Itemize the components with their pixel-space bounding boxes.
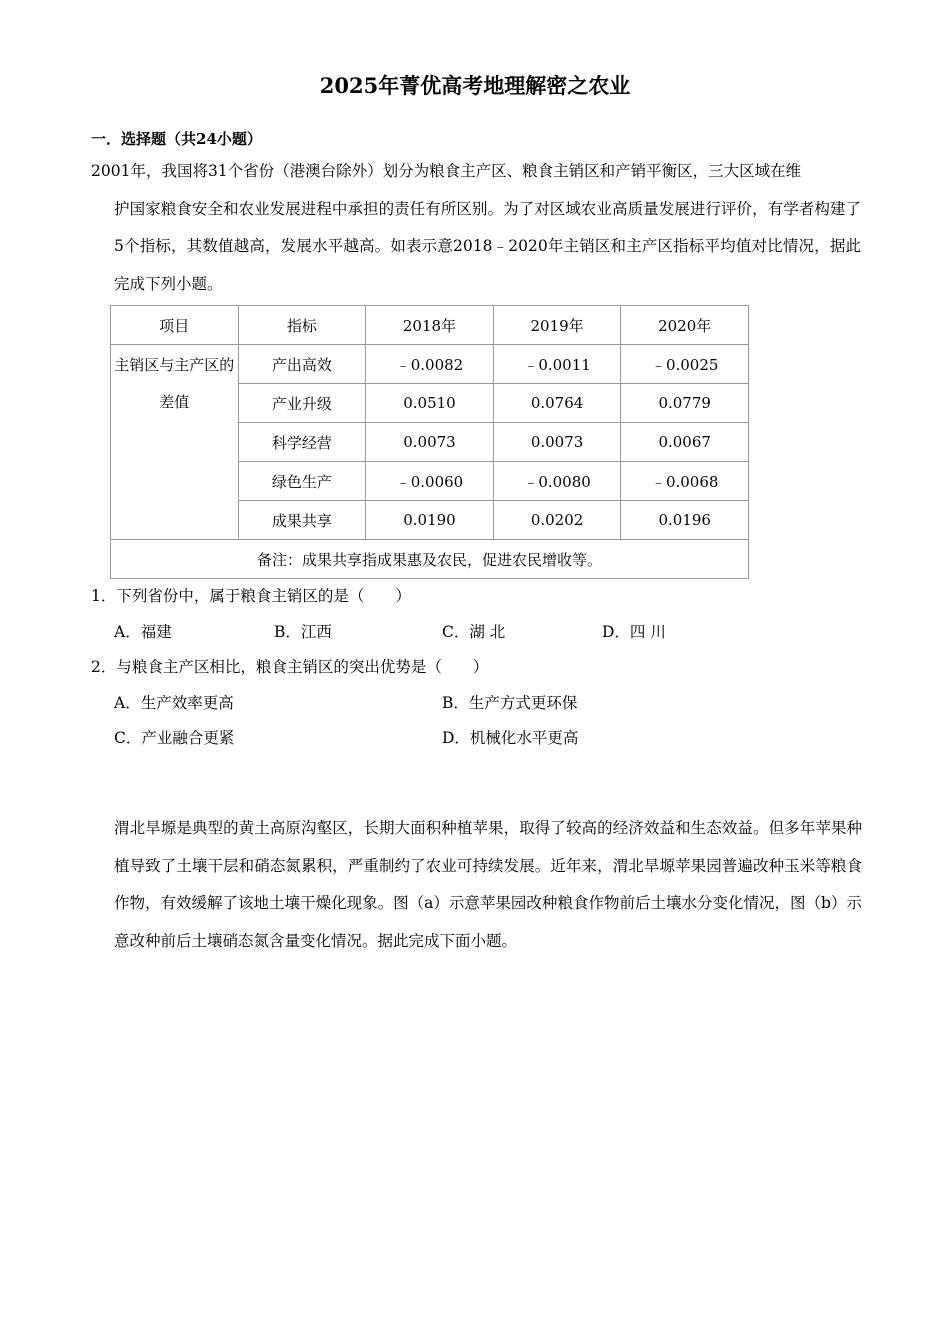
table-cell-value: ﹣0.0082 [366, 345, 494, 384]
question-1-option-c[interactable]: C．湖 北 [442, 623, 506, 641]
table-header-row [111, 306, 749, 345]
table-cell-value: 0.0073 [366, 423, 494, 462]
table-note: 备注：成果共享指成果惠及农民，促进农民增收等。 [111, 540, 749, 579]
question-2-option-d[interactable]: D．机械化水平更高 [442, 729, 579, 747]
table-cell-value: 0.0067 [621, 423, 749, 462]
table-cell-indicator: 产业升级 [238, 384, 366, 423]
intro-paragraph-2: 渭北旱塬是典型的黄土高原沟壑区，长期大面积种植苹果，取得了较高的经济效益和生态效益。但多年苹果种植导致了土壤干层和硝态氮累积，严重制约了农业可持续发展。近年来，渭北旱塬苹果园普遍改种玉米等粮食作物，有效缓解了该地土壤干燥化现象。图（a）示意苹果园改种粮食作物前后土壤水分变化情况，图（b）示意改种前后土壤硝态氮含量变化情况。据此完成下面小题。 [114, 819, 862, 950]
table-cell-indicator: 绿色生产 [238, 462, 366, 501]
table-cell-value: 0.0764 [493, 384, 621, 423]
table-cell-indicator: 科学经营 [238, 423, 366, 462]
question-1-option-b[interactable]: B．江西 [274, 623, 332, 641]
table-cell-value: 0.0073 [493, 423, 621, 462]
document-title: 2025年菁优高考地理解密之农业 [319, 73, 631, 98]
table-row-group-label: 主销区与主产区的差值 [111, 345, 239, 540]
table-cell-value: 0.0202 [493, 501, 621, 540]
table-row [111, 345, 749, 384]
table-cell-value: 0.0196 [621, 501, 749, 540]
table-cell-indicator: 产出高效 [238, 345, 366, 384]
question-2-option-b[interactable]: B．生产方式更环保 [442, 694, 578, 712]
table-cell-indicator: 成果共享 [238, 501, 366, 540]
table-header-cell: 项目 [111, 306, 239, 345]
question-1-stem: 1．下列省份中，属于粮食主销区的是（ ） [91, 587, 411, 605]
table-header-cell: 2018年 [366, 306, 494, 345]
table-cell-value: ﹣0.0080 [493, 462, 621, 501]
table-header-cell: 2019年 [493, 306, 621, 345]
table-header-cell: 2020年 [621, 306, 749, 345]
indicator-table [110, 305, 749, 579]
section-heading: 一．选择题（共24小题） [91, 130, 262, 148]
intro-paragraph-1-rest: 护国家粮食安全和农业发展进程中承担的责任有所区别。为了对区域农业高质量发展进行评价，有学者构建了5个指标，其数值越高，发展水平越高。如表示意2018﹣2020年主销区和主产区指标平均值对比情况，据此完成下列小题。 [114, 199, 861, 293]
table-cell-value: 0.0510 [366, 384, 494, 423]
table-cell-value: ﹣0.0068 [621, 462, 749, 501]
table-cell-value: 0.0779 [621, 384, 749, 423]
question-2-option-c[interactable]: C．产业融合更紧 [114, 729, 235, 747]
question-2-stem: 2．与粮食主产区相比，粮食主销区的突出优势是（ ） [91, 658, 489, 676]
table-cell-value: ﹣0.0025 [621, 345, 749, 384]
intro-paragraph-1-first-line: 2001年，我国将31个省份（港澳台除外）划分为粮食主产区、粮食主销区和产销平衡区，三大区域在维 [91, 162, 802, 180]
question-1-option-a[interactable]: A．福建 [114, 623, 172, 641]
question-2-option-a[interactable]: A．生产效率更高 [114, 694, 234, 712]
table-header-cell: 指标 [238, 306, 366, 345]
question-1-option-d[interactable]: D．四 川 [602, 623, 666, 641]
table-cell-value: ﹣0.0060 [366, 462, 494, 501]
table-cell-value: 0.0190 [366, 501, 494, 540]
table-note-row [111, 540, 749, 579]
intro-paragraph-1 [91, 153, 861, 303]
table-cell-value: ﹣0.0011 [493, 345, 621, 384]
